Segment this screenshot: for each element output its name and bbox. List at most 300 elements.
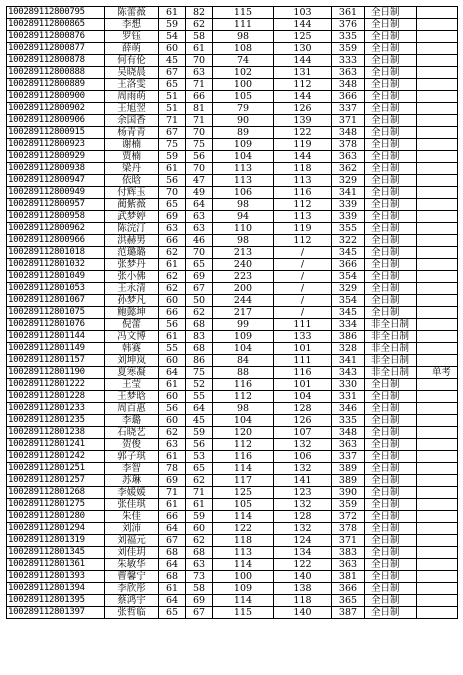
score-subject-1-cell: 94	[213, 211, 274, 223]
total-score-cell: 386	[332, 331, 365, 343]
table-row	[7, 439, 458, 451]
table-row	[7, 7, 458, 19]
note-cell	[417, 319, 458, 331]
score-subject-2-cell: 112	[274, 79, 332, 91]
table-row	[7, 367, 458, 379]
table-row	[7, 391, 458, 403]
study-mode-cell: 全日制	[365, 607, 417, 619]
score-subject-1-cell: 118	[213, 535, 274, 547]
total-score-cell: 348	[332, 427, 365, 439]
candidate-id-cell: 100289112800915	[7, 127, 105, 139]
study-mode-cell: 全日制	[365, 91, 417, 103]
score-english-cell: 47	[186, 175, 213, 187]
score-politics-cell: 64	[159, 595, 186, 607]
score-subject-1-cell: 122	[213, 523, 274, 535]
score-politics-cell: 69	[159, 211, 186, 223]
total-score-cell: 329	[332, 175, 365, 187]
total-score-cell: 389	[332, 463, 365, 475]
table-row	[7, 91, 458, 103]
total-score-cell: 328	[332, 343, 365, 355]
table-row	[7, 139, 458, 151]
score-politics-cell: 60	[159, 295, 186, 307]
score-politics-cell: 64	[159, 523, 186, 535]
note-cell	[417, 91, 458, 103]
score-english-cell: 62	[186, 535, 213, 547]
score-english-cell: 63	[186, 559, 213, 571]
table-row	[7, 463, 458, 475]
study-mode-cell: 全日制	[365, 535, 417, 547]
score-english-cell: 70	[186, 127, 213, 139]
candidate-id-cell: 100289112801394	[7, 583, 105, 595]
note-cell	[417, 55, 458, 67]
study-mode-cell: 非全日制	[365, 319, 417, 331]
total-score-cell: 354	[332, 271, 365, 283]
score-politics-cell: 59	[159, 19, 186, 31]
score-politics-cell: 71	[159, 115, 186, 127]
table-row	[7, 547, 458, 559]
study-mode-cell: 全日制	[365, 403, 417, 415]
candidate-name-cell: 范璐璐	[105, 247, 159, 259]
score-english-cell: 81	[186, 103, 213, 115]
score-english-cell: 53	[186, 451, 213, 463]
total-score-cell: 389	[332, 475, 365, 487]
study-mode-cell: 全日制	[365, 283, 417, 295]
candidate-name-cell: 倪蕾	[105, 319, 159, 331]
candidate-id-cell: 100289112800876	[7, 31, 105, 43]
score-english-cell: 70	[186, 55, 213, 67]
candidate-name-cell: 刘福元	[105, 535, 159, 547]
score-subject-2-cell: 111	[274, 319, 332, 331]
score-politics-cell: 63	[159, 223, 186, 235]
note-cell	[417, 595, 458, 607]
table-row	[7, 223, 458, 235]
note-cell	[417, 415, 458, 427]
score-politics-cell: 71	[159, 487, 186, 499]
table-row	[7, 319, 458, 331]
score-english-cell: 65	[186, 463, 213, 475]
score-subject-2-cell: 141	[274, 475, 332, 487]
candidate-id-cell: 100289112800902	[7, 103, 105, 115]
score-politics-cell: 70	[159, 187, 186, 199]
table-row	[7, 427, 458, 439]
score-subject-1-cell: 113	[213, 163, 274, 175]
study-mode-cell: 全日制	[365, 463, 417, 475]
score-english-cell: 59	[186, 511, 213, 523]
score-english-cell: 46	[186, 235, 213, 247]
study-mode-cell: 全日制	[365, 151, 417, 163]
score-english-cell: 61	[186, 43, 213, 55]
candidate-id-cell: 100289112801053	[7, 283, 105, 295]
score-politics-cell: 64	[159, 367, 186, 379]
score-subject-2-cell: 112	[274, 199, 332, 211]
score-english-cell: 50	[186, 295, 213, 307]
candidate-id-cell: 100289112801251	[7, 463, 105, 475]
candidate-name-cell: 蔺紫薇	[105, 199, 159, 211]
table-row	[7, 523, 458, 535]
total-score-cell: 331	[332, 391, 365, 403]
score-politics-cell: 61	[159, 331, 186, 343]
table-row	[7, 511, 458, 523]
score-english-cell: 58	[186, 583, 213, 595]
candidate-name-cell: 刘坤岚	[105, 355, 159, 367]
candidate-name-cell: 贺俊	[105, 439, 159, 451]
total-score-cell: 371	[332, 115, 365, 127]
note-cell	[417, 283, 458, 295]
candidate-name-cell: 鲍懿坤	[105, 307, 159, 319]
candidate-name-cell: 李欣彤	[105, 583, 159, 595]
total-score-cell: 390	[332, 487, 365, 499]
table-row	[7, 175, 458, 187]
score-subject-2-cell: 132	[274, 439, 332, 451]
candidate-name-cell: 薛萌	[105, 43, 159, 55]
score-english-cell: 68	[186, 343, 213, 355]
note-cell	[417, 427, 458, 439]
candidate-id-cell: 100289112800795	[7, 7, 105, 19]
study-mode-cell: 全日制	[365, 571, 417, 583]
score-english-cell: 62	[186, 475, 213, 487]
score-subject-2-cell: 131	[274, 67, 332, 79]
score-politics-cell: 64	[159, 559, 186, 571]
table-row	[7, 355, 458, 367]
score-subject-1-cell: 98	[213, 199, 274, 211]
score-subject-2-cell: 124	[274, 535, 332, 547]
score-english-cell: 71	[186, 115, 213, 127]
note-cell	[417, 247, 458, 259]
score-english-cell: 67	[186, 607, 213, 619]
score-english-cell: 86	[186, 355, 213, 367]
candidate-name-cell: 张佳琪	[105, 499, 159, 511]
score-english-cell: 75	[186, 367, 213, 379]
candidate-id-cell: 100289112800957	[7, 199, 105, 211]
total-score-cell: 337	[332, 103, 365, 115]
total-score-cell: 378	[332, 523, 365, 535]
note-cell	[417, 223, 458, 235]
table-row	[7, 295, 458, 307]
candidate-name-cell: 谢楠	[105, 139, 159, 151]
score-politics-cell: 51	[159, 103, 186, 115]
table-row	[7, 343, 458, 355]
table-row	[7, 415, 458, 427]
candidate-id-cell: 100289112800949	[7, 187, 105, 199]
score-politics-cell: 63	[159, 439, 186, 451]
score-politics-cell: 60	[159, 355, 186, 367]
note-cell: 单考	[417, 367, 458, 379]
note-cell	[417, 103, 458, 115]
score-subject-2-cell: 104	[274, 391, 332, 403]
score-subject-1-cell: 114	[213, 559, 274, 571]
total-score-cell: 355	[332, 223, 365, 235]
study-mode-cell: 全日制	[365, 43, 417, 55]
candidate-id-cell: 100289112800966	[7, 235, 105, 247]
score-english-cell: 71	[186, 79, 213, 91]
candidate-id-cell: 100289112800958	[7, 211, 105, 223]
score-subject-2-cell: 118	[274, 595, 332, 607]
note-cell	[417, 31, 458, 43]
note-cell	[417, 451, 458, 463]
study-mode-cell: 全日制	[365, 247, 417, 259]
table-row	[7, 271, 458, 283]
total-score-cell: 363	[332, 559, 365, 571]
score-subject-2-cell: 123	[274, 487, 332, 499]
score-politics-cell: 78	[159, 463, 186, 475]
candidate-id-cell: 100289112801228	[7, 391, 105, 403]
score-subject-1-cell: 240	[213, 259, 274, 271]
score-english-cell: 82	[186, 7, 213, 19]
score-english-cell: 61	[186, 499, 213, 511]
score-english-cell: 68	[186, 319, 213, 331]
study-mode-cell: 全日制	[365, 547, 417, 559]
score-subject-2-cell: 101	[274, 343, 332, 355]
score-english-cell: 68	[186, 547, 213, 559]
candidate-id-cell: 100289112801222	[7, 379, 105, 391]
table-row	[7, 559, 458, 571]
candidate-name-cell: 曹馨宁	[105, 571, 159, 583]
score-subject-1-cell: 109	[213, 139, 274, 151]
note-cell	[417, 355, 458, 367]
note-cell	[417, 499, 458, 511]
score-subject-2-cell: 125	[274, 31, 332, 43]
score-subject-2-cell: 144	[274, 91, 332, 103]
score-subject-2-cell: 126	[274, 415, 332, 427]
candidate-name-cell: 罗钰	[105, 31, 159, 43]
score-politics-cell: 62	[159, 247, 186, 259]
candidate-name-cell: 余国香	[105, 115, 159, 127]
study-mode-cell: 全日制	[365, 559, 417, 571]
note-cell	[417, 259, 458, 271]
score-politics-cell: 65	[159, 199, 186, 211]
study-mode-cell: 全日制	[365, 499, 417, 511]
total-score-cell: 365	[332, 595, 365, 607]
candidate-name-cell: 依晗	[105, 175, 159, 187]
score-subject-1-cell: 213	[213, 247, 274, 259]
study-mode-cell: 全日制	[365, 427, 417, 439]
note-cell	[417, 439, 458, 451]
candidate-id-cell: 100289112800947	[7, 175, 105, 187]
table-row	[7, 211, 458, 223]
score-english-cell: 62	[186, 307, 213, 319]
score-english-cell: 55	[186, 391, 213, 403]
score-subject-1-cell: 98	[213, 31, 274, 43]
study-mode-cell: 全日制	[365, 115, 417, 127]
candidate-name-cell: 梁丹	[105, 163, 159, 175]
score-subject-2-cell: 106	[274, 451, 332, 463]
score-politics-cell: 67	[159, 67, 186, 79]
study-mode-cell: 非全日制	[365, 343, 417, 355]
score-politics-cell: 54	[159, 31, 186, 43]
note-cell	[417, 199, 458, 211]
candidate-id-cell: 100289112800962	[7, 223, 105, 235]
score-english-cell: 63	[186, 211, 213, 223]
study-mode-cell: 全日制	[365, 439, 417, 451]
score-subject-1-cell: 115	[213, 7, 274, 19]
note-cell	[417, 547, 458, 559]
score-subject-2-cell: 140	[274, 571, 332, 583]
score-english-cell: 63	[186, 223, 213, 235]
candidate-name-cell: 王莹	[105, 379, 159, 391]
candidate-name-cell: 王旭翌	[105, 103, 159, 115]
total-score-cell: 376	[332, 19, 365, 31]
score-politics-cell: 62	[159, 271, 186, 283]
study-mode-cell: 全日制	[365, 211, 417, 223]
candidate-name-cell: 陈浣汀	[105, 223, 159, 235]
study-mode-cell: 全日制	[365, 127, 417, 139]
candidate-name-cell: 张梦丹	[105, 259, 159, 271]
candidate-name-cell: 王洛雯	[105, 79, 159, 91]
total-score-cell: 366	[332, 259, 365, 271]
note-cell	[417, 475, 458, 487]
note-cell	[417, 559, 458, 571]
candidate-id-cell: 100289112800923	[7, 139, 105, 151]
score-english-cell: 69	[186, 271, 213, 283]
study-mode-cell: 全日制	[365, 175, 417, 187]
table-row	[7, 451, 458, 463]
candidate-name-cell: 杨青青	[105, 127, 159, 139]
table-row	[7, 475, 458, 487]
table-row	[7, 31, 458, 43]
score-subject-1-cell: 84	[213, 355, 274, 367]
candidate-id-cell: 100289112801067	[7, 295, 105, 307]
note-cell	[417, 343, 458, 355]
candidate-name-cell: 付辉玉	[105, 187, 159, 199]
total-score-cell: 366	[332, 583, 365, 595]
study-mode-cell: 全日制	[365, 139, 417, 151]
total-score-cell: 366	[332, 91, 365, 103]
score-politics-cell: 62	[159, 283, 186, 295]
score-subject-2-cell: 132	[274, 463, 332, 475]
score-subject-1-cell: 116	[213, 379, 274, 391]
candidate-id-cell: 100289112801361	[7, 559, 105, 571]
study-mode-cell: 全日制	[365, 487, 417, 499]
candidate-id-cell: 100289112801235	[7, 415, 105, 427]
score-subject-2-cell: 111	[274, 355, 332, 367]
score-politics-cell: 65	[159, 607, 186, 619]
study-mode-cell: 全日制	[365, 187, 417, 199]
study-mode-cell: 全日制	[365, 7, 417, 19]
candidate-id-cell: 100289112801238	[7, 427, 105, 439]
candidate-id-cell: 100289112801294	[7, 523, 105, 535]
note-cell	[417, 235, 458, 247]
candidate-id-cell: 100289112801157	[7, 355, 105, 367]
total-score-cell: 322	[332, 235, 365, 247]
study-mode-cell: 全日制	[365, 271, 417, 283]
note-cell	[417, 391, 458, 403]
candidate-id-cell: 100289112801241	[7, 439, 105, 451]
score-subject-2-cell: 139	[274, 115, 332, 127]
score-subject-2-cell: /	[274, 307, 332, 319]
score-subject-1-cell: 115	[213, 607, 274, 619]
total-score-cell: 378	[332, 139, 365, 151]
candidate-id-cell: 100289112801032	[7, 259, 105, 271]
candidate-id-cell: 100289112800865	[7, 19, 105, 31]
total-score-cell: 335	[332, 415, 365, 427]
candidate-id-cell: 100289112801049	[7, 271, 105, 283]
score-english-cell: 49	[186, 187, 213, 199]
study-mode-cell: 全日制	[365, 223, 417, 235]
candidate-name-cell: 郭子琪	[105, 451, 159, 463]
score-subject-2-cell: /	[274, 295, 332, 307]
score-politics-cell: 56	[159, 319, 186, 331]
score-politics-cell: 66	[159, 307, 186, 319]
score-subject-2-cell: 116	[274, 187, 332, 199]
study-mode-cell: 全日制	[365, 19, 417, 31]
candidate-id-cell: 100289112801280	[7, 511, 105, 523]
candidate-id-cell: 100289112801233	[7, 403, 105, 415]
total-score-cell: 363	[332, 439, 365, 451]
study-mode-cell: 全日制	[365, 391, 417, 403]
score-subject-1-cell: 90	[213, 115, 274, 127]
candidate-id-cell: 100289112800877	[7, 43, 105, 55]
score-politics-cell: 61	[159, 451, 186, 463]
candidate-name-cell: 王梦晗	[105, 391, 159, 403]
total-score-cell: 341	[332, 187, 365, 199]
score-english-cell: 71	[186, 487, 213, 499]
score-subject-1-cell: 109	[213, 583, 274, 595]
score-subject-1-cell: 244	[213, 295, 274, 307]
score-subject-2-cell: 128	[274, 403, 332, 415]
study-mode-cell: 全日制	[365, 451, 417, 463]
note-cell	[417, 19, 458, 31]
score-english-cell: 75	[186, 139, 213, 151]
candidate-name-cell: 武梦婷	[105, 211, 159, 223]
score-subject-1-cell: 117	[213, 475, 274, 487]
score-politics-cell: 51	[159, 91, 186, 103]
candidate-id-cell: 100289112801345	[7, 547, 105, 559]
table-row	[7, 535, 458, 547]
candidate-name-cell: 朱佳	[105, 511, 159, 523]
candidate-id-cell: 100289112801149	[7, 343, 105, 355]
score-english-cell: 63	[186, 67, 213, 79]
note-cell	[417, 571, 458, 583]
note-cell	[417, 139, 458, 151]
total-score-cell: 362	[332, 163, 365, 175]
candidate-name-cell: 王永清	[105, 283, 159, 295]
candidate-name-cell: 刘佳玥	[105, 547, 159, 559]
table-row	[7, 583, 458, 595]
total-score-cell: 339	[332, 199, 365, 211]
note-cell	[417, 43, 458, 55]
note-cell	[417, 523, 458, 535]
score-subject-2-cell: 119	[274, 223, 332, 235]
score-subject-2-cell: 144	[274, 19, 332, 31]
score-english-cell: 65	[186, 259, 213, 271]
score-subject-1-cell: 105	[213, 499, 274, 511]
score-english-cell: 60	[186, 523, 213, 535]
candidate-id-cell: 100289112800888	[7, 67, 105, 79]
note-cell	[417, 379, 458, 391]
score-subject-1-cell: 125	[213, 487, 274, 499]
score-english-cell: 67	[186, 283, 213, 295]
table-row	[7, 43, 458, 55]
score-subject-1-cell: 98	[213, 403, 274, 415]
score-subject-2-cell: 112	[274, 235, 332, 247]
candidate-name-cell: 陈蕾薇	[105, 7, 159, 19]
score-subject-2-cell: 144	[274, 151, 332, 163]
score-subject-2-cell: 132	[274, 523, 332, 535]
score-subject-1-cell: 120	[213, 427, 274, 439]
score-politics-cell: 67	[159, 127, 186, 139]
candidate-name-cell: 石晓艺	[105, 427, 159, 439]
score-subject-1-cell: 114	[213, 463, 274, 475]
study-mode-cell: 全日制	[365, 379, 417, 391]
score-subject-1-cell: 89	[213, 127, 274, 139]
note-cell	[417, 163, 458, 175]
candidate-name-cell: 吴晓晨	[105, 67, 159, 79]
candidate-name-cell: 冯文博	[105, 331, 159, 343]
score-subject-1-cell: 110	[213, 223, 274, 235]
candidate-id-cell: 100289112801319	[7, 535, 105, 547]
score-subject-1-cell: 114	[213, 511, 274, 523]
score-subject-2-cell: 113	[274, 175, 332, 187]
